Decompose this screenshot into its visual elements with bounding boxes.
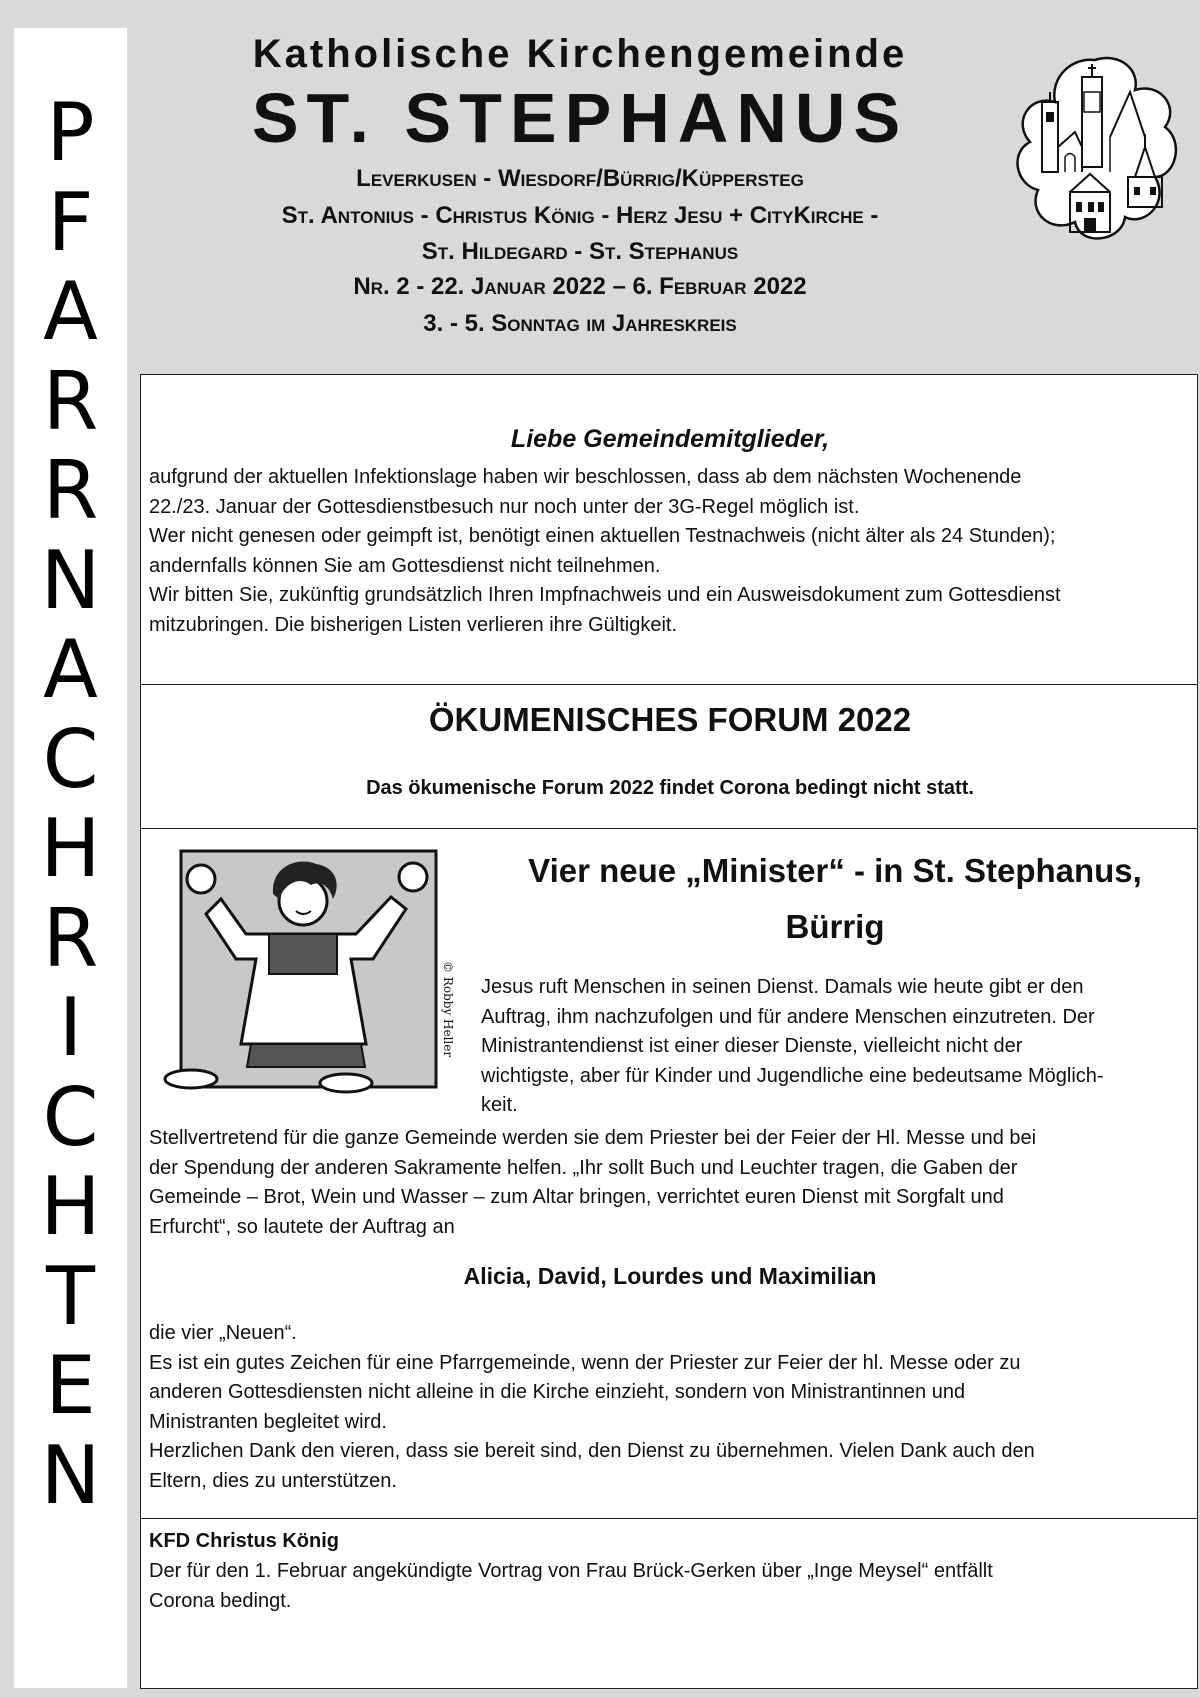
kfd-heading: KFD Christus König (149, 1530, 339, 1552)
vertical-title-letter: R (42, 354, 99, 448)
ministers-section (140, 828, 1198, 1520)
text-line: keit. (481, 1094, 518, 1116)
ministers-title: Vier neue „Minister“ - in St. Stephanus, Bürrig (528, 852, 1142, 945)
text-line: der Spendung der anderen Sakramente helfen. „Ihr sollt Buch und Leuchter tragen, die Gaben der (149, 1156, 1018, 1179)
vertical-title-letter: N (40, 1428, 101, 1522)
header-locations: Leverkusen - Wiesdorf/Bürrig/Küppersteg (356, 165, 804, 192)
server-names: Alicia, David, Lourdes und Maximilian (463, 1263, 877, 1289)
liturgical-sundays: 3. - 5. Sonntag im Jahreskreis (423, 310, 737, 337)
forum-title: ÖKUMENISCHES FORUM 2022 (428, 701, 912, 738)
text-line: Corona bedingt. (149, 1589, 292, 1612)
ministers-body (149, 1124, 1036, 1242)
text-line: Erfurcht“, so lautete der Auftrag an (149, 1215, 455, 1238)
vertical-title-letter: N (40, 533, 101, 627)
forum-section (140, 684, 1198, 830)
forum-text: Das ökumenische Forum 2022 findet Corona bedingt nicht statt. (366, 777, 974, 799)
vertical-title-letter: I (58, 981, 83, 1074)
vertical-title-letter: R (42, 891, 99, 985)
text-line: Wer nicht genesen oder geimpft ist, benötigt einen aktuellen Testnachweis (nicht älter als 24 Stunden); (149, 525, 1056, 547)
text-line: Es ist ein gutes Zeichen für eine Pfarrgemeinde, wenn der Priester zur Feier der hl. Messe oder zu (149, 1351, 1021, 1374)
vertical-title-letter: P (46, 86, 95, 179)
greeting: Liebe Gemeindemitglieder, (510, 425, 830, 453)
text-line: Ministrantendienst ist einer dieser Dienste, vielleicht nicht der (481, 1035, 1023, 1057)
notice-text (149, 463, 1061, 640)
text-line: die vier „Neuen“. (149, 1322, 297, 1344)
ministers-intro (481, 973, 1104, 1121)
image-credit: © Robby Heller (441, 961, 455, 1058)
church-towers-logo-icon (1010, 52, 1180, 252)
altar-server-illustration (151, 839, 469, 1101)
side-banner (14, 28, 127, 1688)
text-line: aufgrund der aktuellen Infektionslage haben wir beschlossen, dass ab dem nächsten Wochenende (149, 466, 1022, 488)
header-churches-2: St. Hildegard - St. Stephanus (421, 238, 739, 265)
text-line: anderen Gottesdiensten nicht alleine in die Kirche einzieht, sondern von Ministrantinnen und (149, 1381, 966, 1403)
issue-dates: Nr. 2 - 22. Januar 2022 – 6. Februar 2022 (353, 273, 807, 300)
covid-notice-section (140, 374, 1198, 686)
kfd-section (140, 1518, 1198, 1689)
vertical-title-letter: A (43, 623, 98, 716)
vertical-title-letter: A (43, 265, 98, 358)
text-line: Eltern, dies zu unterstützen. (149, 1469, 397, 1492)
text-line: Gemeinde – Brot, Wein und Wasser – zum Altar bringen, verrichtet euren Dienst mit Sorgfalt und (149, 1186, 1004, 1208)
vertical-title-letter: R (42, 444, 99, 537)
vertical-title-letter: F (47, 175, 94, 269)
text-line: Stellvertretend für die ganze Gemeinde werden sie dem Priester bei der Feier der Hl. Messe und bei (149, 1127, 1037, 1149)
text-line: Auftrag, ihm nachzufolgen und für andere Menschen einzutreten. Der (481, 1005, 1095, 1028)
text-line: wichtigste, aber für Kinder und Jugendliche eine bedeutsame Möglich- (481, 1064, 1104, 1087)
header-churches: St. Antonius - Christus König - Herz Jesu + CityKirche - (281, 202, 879, 229)
text-line: Wir bitten Sie, zukünftig grundsätzlich Ihren Impfnachweis und ein Ausweisdokument zum Gottesdienst (149, 584, 1061, 606)
parish-type-heading: Katholische Kirchengemeinde (252, 32, 908, 76)
parish-name: ST. STEPHANUS (251, 79, 909, 157)
text-line: Herzlichen Dank den vieren, dass sie bereit sind, den Dienst zu übernehmen. Vielen Dank auch den (149, 1440, 1035, 1462)
text-line: Jesus ruft Menschen in seinen Dienst. Damals wie heute gibt er den (481, 976, 1084, 998)
vertical-title-letter: C (42, 1070, 99, 1164)
vertical-title-letter: E (45, 1339, 96, 1432)
masthead (130, 0, 1200, 370)
text-line: andernfalls können Sie am Gottesdienst nicht teilnehmen. (149, 554, 661, 577)
ministers-outro (149, 1319, 1035, 1496)
vertical-title-letter: H (40, 1160, 101, 1253)
text-line: Ministranten begleitet wird. (149, 1410, 387, 1433)
text-line: Der für den 1. Februar angekündigte Vortrag von Frau Brück-Gerken über „Inge Meysel“ entfällt (149, 1560, 993, 1582)
text-line: 22./23. Januar der Gottesdienstbesuch nur noch unter der 3G-Regel möglich ist. (149, 495, 860, 518)
vertical-title-letter: C (42, 712, 99, 806)
kfd-text (149, 1557, 993, 1616)
text-line: mitzubringen. Die bisherigen Listen verlieren ihre Gültigkeit. (149, 613, 678, 636)
vertical-title-letter: T (46, 1249, 95, 1343)
vertical-title-letter: H (40, 802, 101, 895)
